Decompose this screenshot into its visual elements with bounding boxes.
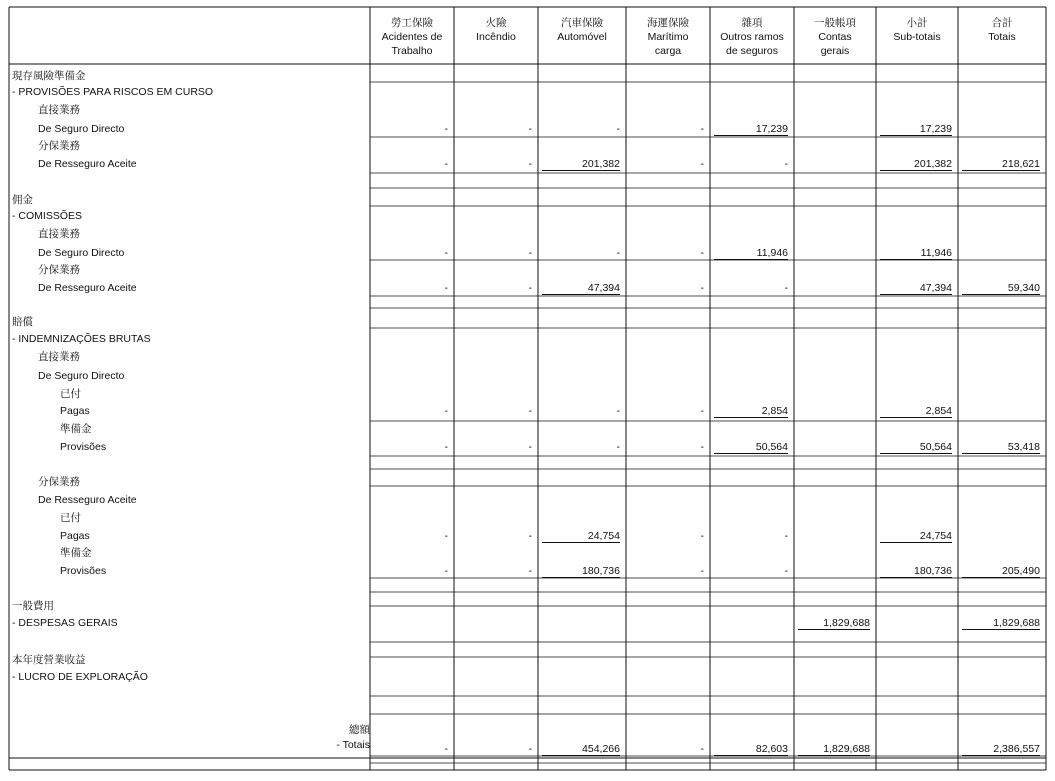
table-cell: - [700, 743, 704, 755]
table-cell: - [784, 565, 788, 577]
table-cell: - [784, 530, 788, 542]
table-cell: - [784, 158, 788, 170]
section-title-zh: 現存風險準備金 [12, 70, 86, 82]
row-label-zh: 準備金 [60, 547, 92, 559]
table-cell: 218,621 [962, 158, 1040, 171]
row-label: De Seguro Directo [38, 370, 125, 382]
table-cell: 2,854 [880, 405, 952, 418]
row-label: De Resseguro Aceite [38, 282, 137, 294]
table-cell: 1,829,688 [962, 617, 1040, 630]
insurance-statement-table [8, 6, 1048, 772]
col-header-general: 一般帳項 Contas gerais [814, 17, 856, 57]
table-cell: 17,239 [714, 123, 788, 136]
subsection-label-zh: 分保業務 [38, 476, 80, 488]
table-cell: - [528, 743, 532, 755]
table-cell: 53,418 [962, 441, 1040, 454]
table-cell: - [444, 158, 448, 170]
table-cell: - [616, 441, 620, 453]
table-cell: - [444, 565, 448, 577]
table-cell: - [444, 441, 448, 453]
table-cell: 47,394 [542, 282, 620, 295]
table-cell: - [784, 282, 788, 294]
col-header-fire: 火險 Incêndio [476, 17, 516, 43]
table-grid-lines [8, 6, 1048, 772]
col-header-other: 雜項 Outros ramos de seguros [720, 17, 784, 57]
table-cell: - [616, 405, 620, 417]
table-cell: 59,340 [962, 282, 1040, 295]
col-header-marine: 海運保險 Marítimo carga [647, 17, 689, 57]
table-cell: 50,564 [714, 441, 788, 454]
table-cell: - [700, 405, 704, 417]
row-label: Pagas [60, 530, 90, 542]
table-cell: - [700, 123, 704, 135]
row-label: De Resseguro Aceite [38, 494, 137, 506]
table-cell: 47,394 [880, 282, 952, 295]
table-cell: - [700, 441, 704, 453]
col-header-auto: 汽車保險 Automóvel [557, 17, 607, 43]
subsection-label-zh: 分保業務 [38, 264, 80, 276]
table-cell: - [444, 247, 448, 259]
row-label: Provisões [60, 441, 107, 453]
section-title-zh: 本年度營業收益 [12, 654, 86, 666]
table-cell: 17,239 [880, 123, 952, 136]
table-cell: - [444, 282, 448, 294]
table-cell: 11,946 [714, 247, 788, 260]
table-cell: 201,382 [542, 158, 620, 171]
table-cell: - [700, 565, 704, 577]
table-cell: 180,736 [542, 565, 620, 578]
table-cell: - [528, 282, 532, 294]
section-title: - PROVISÕES PARA RISCOS EM CURSO [12, 86, 214, 98]
table-cell: - [444, 123, 448, 135]
table-cell: - [528, 158, 532, 170]
row-label-zh: 已付 [60, 388, 81, 400]
table-cell: - [444, 743, 448, 755]
table-cell: - [444, 405, 448, 417]
subsection-label-zh: 直接業務 [38, 351, 80, 363]
table-cell: - [528, 405, 532, 417]
table-cell: 1,829,688 [798, 617, 870, 630]
table-cell: - [700, 158, 704, 170]
table-cell: 454,266 [542, 743, 620, 756]
col-header-subtotals: 小計 Sub-totais [893, 17, 941, 43]
row-label: De Seguro Directo [38, 123, 125, 135]
col-header-accidents: 勞工保險 Acidentes de Trabalho [381, 17, 443, 57]
table-cell: - [528, 441, 532, 453]
totals-label-zh: 總額 [349, 724, 370, 736]
table-cell: - [700, 282, 704, 294]
table-cell: 180,736 [880, 565, 952, 578]
table-cell: - [700, 247, 704, 259]
table-cell: - [700, 530, 704, 542]
table-cell: 24,754 [542, 530, 620, 543]
section-title: - INDEMNIZAÇÕES BRUTAS [12, 333, 151, 345]
table-cell: 11,946 [880, 247, 952, 260]
table-cell: 82,603 [714, 743, 788, 756]
subsection-label-zh: 直接業務 [38, 104, 80, 116]
section-title-zh: 一般費用 [12, 600, 54, 612]
table-cell: 205,490 [962, 565, 1040, 578]
table-cell: 201,382 [880, 158, 952, 171]
table-cell: - [528, 123, 532, 135]
table-cell: 2,386,557 [962, 743, 1040, 756]
row-label: De Resseguro Aceite [38, 158, 137, 170]
subsection-label-zh: 分保業務 [38, 140, 80, 152]
table-cell: - [528, 247, 532, 259]
table-cell: - [444, 530, 448, 542]
row-label: Provisões [60, 565, 107, 577]
table-cell: - [528, 530, 532, 542]
row-label: Pagas [60, 405, 90, 417]
section-title-zh: 佣金 [12, 194, 33, 206]
row-label: De Seguro Directo [38, 247, 125, 259]
section-title: - DESPESAS GERAIS [12, 617, 118, 629]
section-title: - LUCRO DE EXPLORAÇÃO [12, 671, 148, 683]
section-title-zh: 賠償 [12, 316, 33, 328]
table-cell: - [616, 247, 620, 259]
row-label-zh: 準備金 [60, 423, 92, 435]
table-cell: 50,564 [880, 441, 952, 454]
table-cell: 2,854 [714, 405, 788, 418]
table-cell: 24,754 [880, 530, 952, 543]
section-title: - COMISSÕES [12, 210, 83, 222]
subsection-label-zh: 直接業務 [38, 228, 80, 240]
totals-label: - Totais [336, 739, 370, 751]
table-cell: 1,829,688 [798, 743, 870, 756]
table-cell: - [528, 565, 532, 577]
row-label-zh: 已付 [60, 512, 81, 524]
table-cell: - [616, 123, 620, 135]
col-header-totals: 合計 Totais [988, 17, 1016, 43]
